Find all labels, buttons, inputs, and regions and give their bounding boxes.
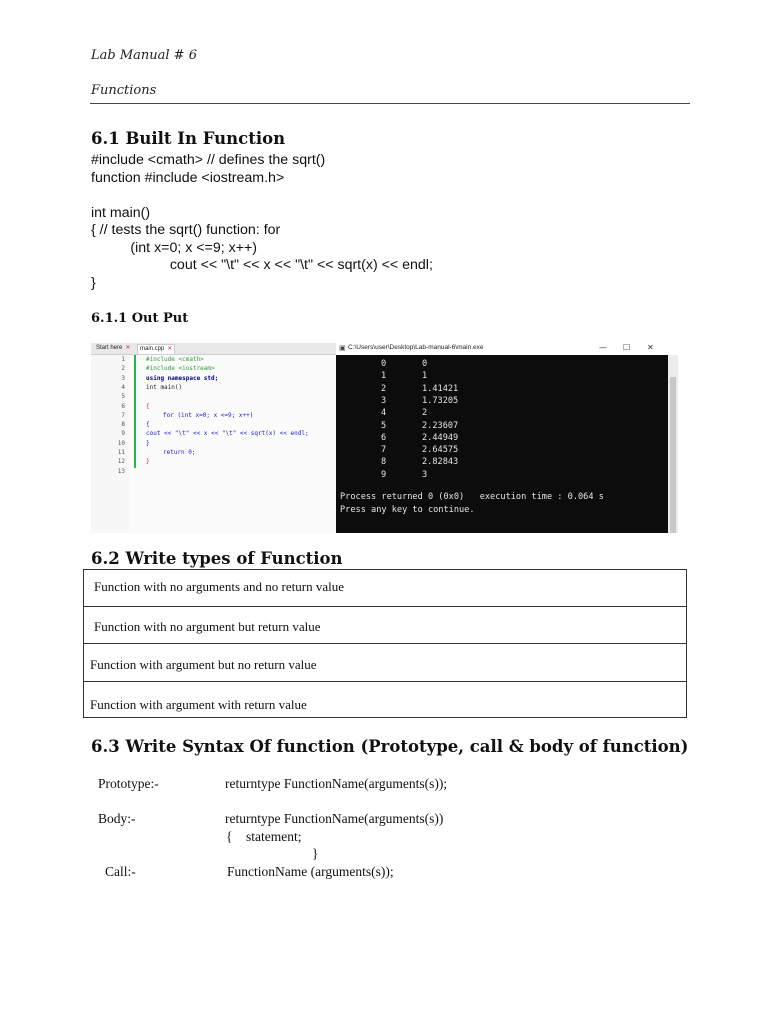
table-row — [84, 607, 686, 644]
console-x: 7 — [381, 445, 387, 456]
console-sqrt: 2.23607 — [422, 420, 459, 431]
console-x: 6 — [381, 432, 387, 443]
header-divider — [90, 103, 690, 104]
console-title: C:\Users\user\Desktop\Lab-manual-6\main.exe — [348, 344, 484, 351]
body-label: Body:- — [98, 811, 136, 826]
code-line: cout << "\t" << x << "\t" << sqrt(x) << endl; — [146, 430, 309, 438]
line-number: 12 — [117, 458, 125, 466]
console-scrollbar[interactable] — [668, 355, 678, 533]
code-line: cout << "\t" << x << "\t" << sqrt(x) << endl; — [91, 257, 433, 273]
table-row — [84, 644, 686, 682]
console-x: 3 — [381, 395, 387, 406]
table-row — [84, 570, 686, 607]
output-screenshot — [91, 343, 678, 533]
line-number: 13 — [117, 467, 125, 475]
console-window — [336, 343, 678, 533]
console-sqrt: 1.73205 — [422, 395, 459, 406]
line-number: 3 — [121, 374, 125, 382]
line-number: 2 — [121, 365, 125, 373]
tab-label: Start here — [96, 345, 123, 351]
console-sqrt: 0 — [422, 359, 428, 369]
body-close: } — [312, 846, 319, 861]
code-line — [91, 187, 433, 205]
code-line: } — [146, 439, 150, 447]
close-icon[interactable]: ✕ — [125, 345, 131, 351]
call-label: Call:- — [105, 864, 136, 879]
table-cell: Function with no arguments and no return value — [94, 579, 344, 594]
ide-tab-bar — [91, 343, 336, 355]
line-number: 10 — [117, 439, 125, 447]
console-sqrt: 2 — [422, 408, 428, 419]
table-cell: Function with argument with return value — [90, 697, 307, 712]
scroll-thumb[interactable] — [670, 377, 676, 533]
code-line: #include <cmath> // defines the sqrt() — [91, 152, 326, 168]
console-x: 2 — [381, 383, 387, 394]
console-x: 4 — [381, 408, 387, 419]
code-line: int main() — [146, 383, 183, 391]
manual-title: Lab Manual # 6 — [91, 48, 197, 63]
console-sqrt: 3 — [422, 469, 428, 480]
section-title-syntax: 6.3 Write Syntax Of function (Prototype, call & body of function) — [91, 737, 689, 756]
line-number: 5 — [121, 393, 125, 401]
console-x: 1 — [381, 371, 387, 382]
console-sqrt: 2.44949 — [422, 432, 459, 443]
function-types-table — [83, 569, 687, 718]
code-line: #include <cmath> — [146, 356, 204, 363]
code-line: } — [91, 274, 96, 291]
line-number: 7 — [121, 411, 125, 419]
table-cell: Function with no argument but return value — [94, 619, 321, 634]
chapter-topic: Functions — [91, 83, 157, 98]
console-x: 9 — [381, 469, 387, 480]
console-titlebar — [336, 343, 678, 355]
console-x: 8 — [381, 457, 387, 468]
call-syntax: FunctionName (arguments(s)); — [227, 864, 394, 879]
console-x: 0 — [381, 359, 387, 369]
console-sqrt: 2.64575 — [422, 445, 459, 456]
code-line: #include <iostream> — [146, 365, 215, 373]
ide-editor — [91, 343, 336, 533]
section-title-built-in: 6.1 Built In Function — [91, 129, 286, 148]
code-line: { — [146, 402, 150, 410]
close-icon[interactable]: ✕ — [167, 346, 173, 352]
code-line: return 0; — [163, 449, 196, 456]
code-line: int main() — [91, 204, 151, 221]
line-number: 6 — [121, 402, 125, 410]
section-title-types: 6.2 Write types of Function — [91, 549, 343, 568]
table-cell: Function with argument but no return value — [90, 657, 317, 672]
body-open: { statement; — [226, 829, 302, 844]
console-x: 5 — [381, 420, 387, 431]
code-line: for (int x=0; x <=9; x++) — [163, 411, 254, 419]
minimize-icon[interactable]: — — [599, 343, 607, 352]
console-status: Process returned 0 (0x0) execution time : 0.064 s — [340, 492, 604, 502]
code-line: { // tests the sqrt() function: for — [91, 222, 281, 238]
code-line: (int x=0; x <=9; x++) — [91, 239, 257, 256]
console-sqrt: 1.41421 — [422, 383, 459, 394]
console-sqrt: 2.82843 — [422, 457, 459, 468]
line-number: 8 — [121, 421, 125, 429]
code-line: { — [146, 421, 150, 429]
table-row — [84, 682, 686, 717]
prototype-label: Prototype:- — [98, 776, 159, 791]
body-syntax: returntype FunctionName(arguments(s)) — [225, 811, 444, 826]
console-sqrt: 1 — [422, 371, 428, 382]
line-number: 11 — [117, 449, 125, 456]
tab-main-cpp[interactable] — [137, 344, 175, 354]
code-line: function #include <iostream.h> — [91, 169, 285, 186]
change-bar — [134, 355, 136, 468]
code-block — [91, 152, 433, 292]
code-line: } — [146, 458, 150, 466]
output-subtitle: 6.1.1 Out Put — [91, 311, 189, 326]
prototype-syntax: returntype FunctionName(arguments(s)); — [225, 776, 448, 791]
line-number: 4 — [121, 383, 125, 391]
maximize-icon[interactable]: ☐ — [623, 343, 631, 352]
tab-label: main.cpp — [140, 346, 165, 352]
console-prompt: Press any key to continue. — [340, 504, 475, 515]
code-line: using namespace std; — [146, 374, 219, 382]
line-number: 1 — [121, 356, 125, 363]
line-number: 9 — [121, 430, 125, 438]
console-icon: ▣ — [339, 344, 346, 352]
tab-start-here[interactable] — [94, 344, 132, 353]
close-icon[interactable]: ✕ — [647, 343, 654, 352]
